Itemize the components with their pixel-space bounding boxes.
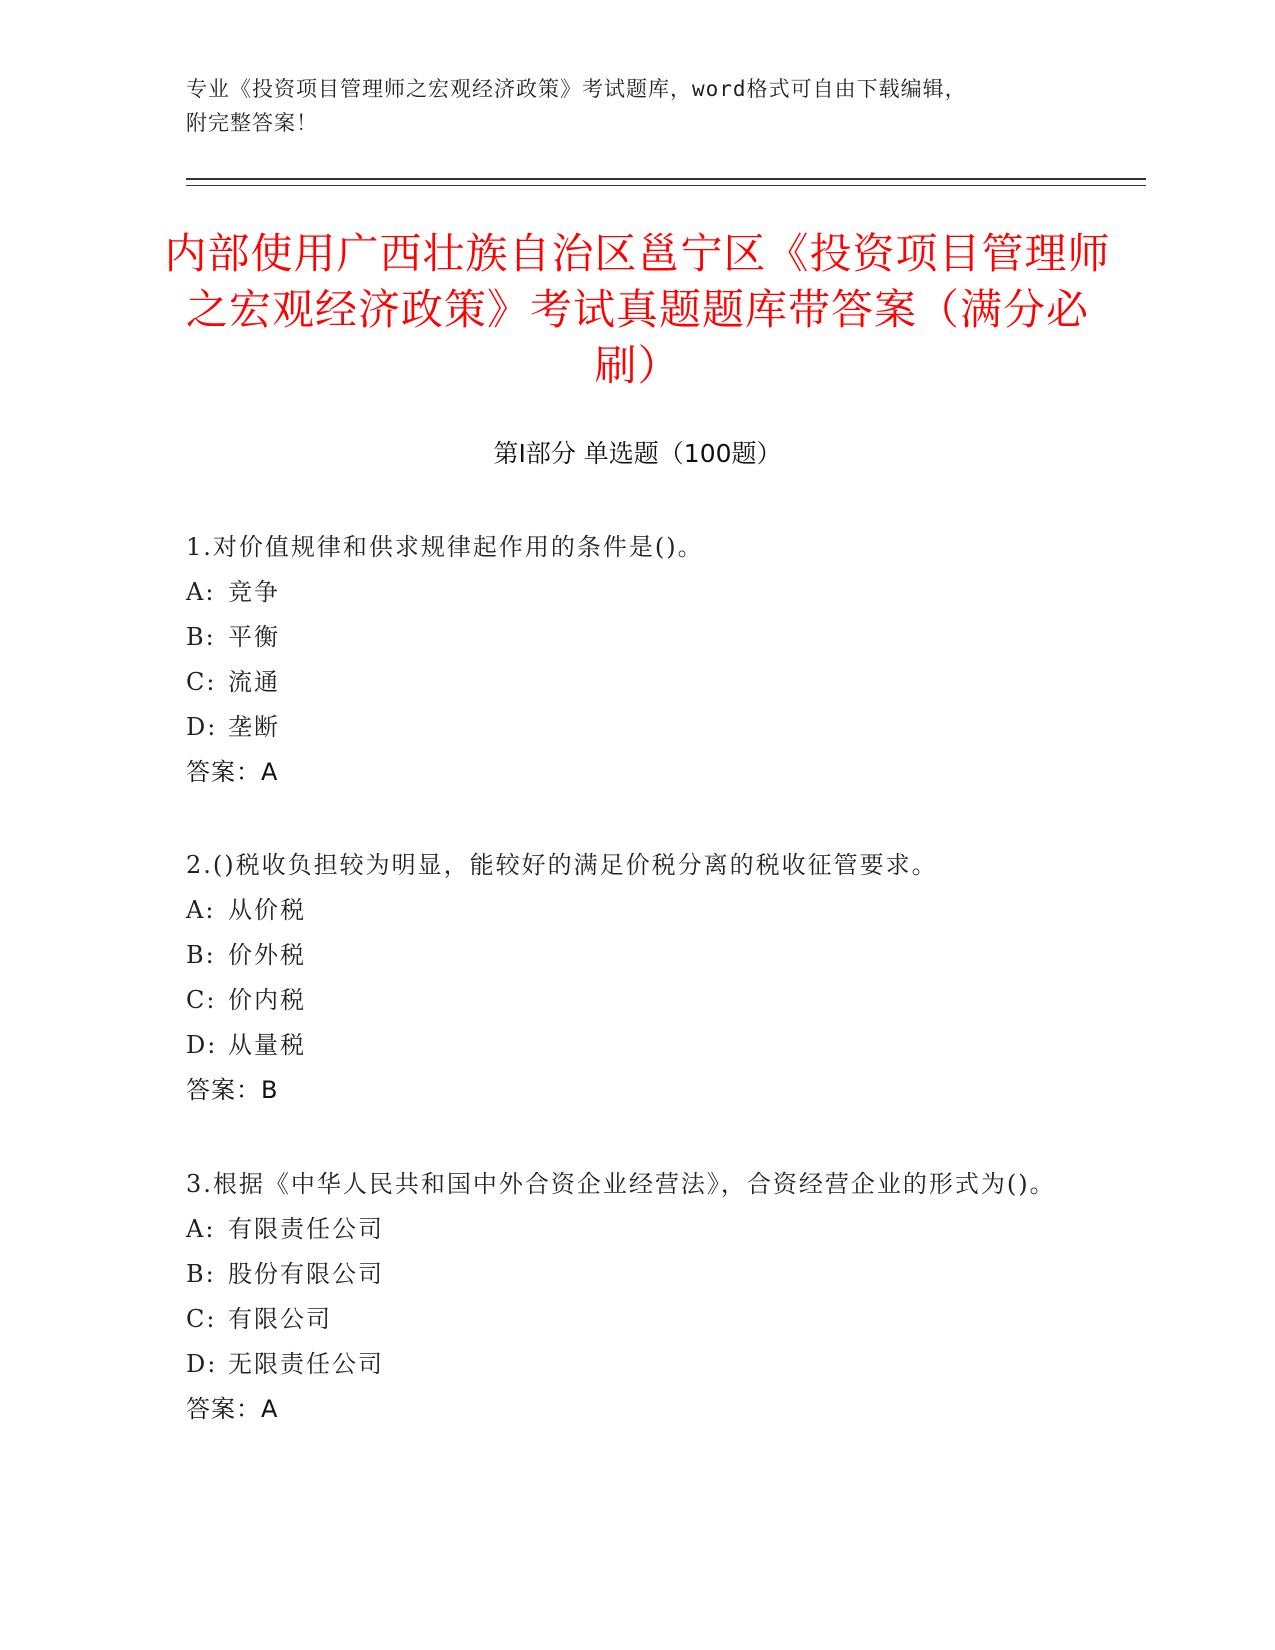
option-b: [186, 933, 1066, 978]
option-text: 无限责任公司: [228, 1350, 384, 1378]
question-stem: 2.()税收负担较为明显，能较好的满足价税分离的税收征管要求。: [186, 851, 938, 879]
option-a: [186, 888, 1066, 933]
answer-line: 答案：A: [186, 1395, 279, 1423]
header-note-line1: 专业《投资项目管理师之宏观经济政策》考试题库，word格式可自由下载编辑，: [186, 77, 967, 101]
option-letter: B:: [186, 941, 216, 969]
option-text: 从量税: [228, 1031, 306, 1059]
option-letter: C:: [186, 668, 217, 696]
question-stem: 3.根据《中华人民共和国中外合资企业经营法》，合资经营企业的形式为()。: [186, 1170, 1056, 1198]
section-heading: 第I部分 单选题（100题）: [493, 439, 782, 468]
option-b: [186, 1252, 1066, 1297]
option-text: 平衡: [228, 623, 280, 651]
option-letter: B:: [186, 623, 216, 651]
option-a: [186, 1207, 1066, 1252]
option-text: 流通: [228, 668, 280, 696]
option-a: [186, 570, 1066, 615]
option-text: 价外税: [228, 941, 306, 969]
answer-line: 答案：B: [186, 1076, 279, 1104]
option-letter: D:: [186, 1031, 218, 1059]
option-c: [186, 1297, 1066, 1342]
option-letter: A:: [186, 1215, 216, 1243]
option-text: 股份有限公司: [228, 1260, 384, 1288]
option-text: 垄断: [228, 713, 280, 741]
option-text: 价内税: [228, 986, 306, 1014]
option-letter: C:: [186, 1305, 217, 1333]
option-letter: B:: [186, 1260, 216, 1288]
question-stem: 1.对价值规律和供求规律起作用的条件是()。: [186, 533, 704, 561]
question-2: [186, 843, 1066, 1113]
document-title: 内部使用广西壮族自治区邕宁区《投资项目管理师之宏观经济政策》考试真题题库带答案（满分必刷）: [164, 229, 1111, 390]
option-letter: D:: [186, 713, 218, 741]
option-b: [186, 615, 1066, 660]
header-divider-thick: [186, 178, 1146, 180]
option-d: [186, 1342, 1066, 1387]
option-d: [186, 705, 1066, 750]
option-letter: A:: [186, 578, 216, 606]
option-letter: C:: [186, 986, 217, 1014]
option-text: 有限责任公司: [228, 1215, 384, 1243]
option-text: 竞争: [228, 578, 280, 606]
option-c: [186, 660, 1066, 705]
answer-line: 答案：A: [186, 758, 279, 786]
header-divider-thin: [186, 185, 1146, 186]
option-letter: D:: [186, 1350, 218, 1378]
question-1: [186, 525, 1066, 795]
header-note-line2: 附完整答案！: [186, 111, 318, 135]
header-note: [186, 72, 1086, 140]
option-letter: A:: [186, 896, 216, 924]
option-c: [186, 978, 1066, 1023]
option-d: [186, 1023, 1066, 1068]
question-3: [186, 1162, 1066, 1432]
option-text: 从价税: [228, 896, 306, 924]
option-text: 有限公司: [228, 1305, 332, 1333]
